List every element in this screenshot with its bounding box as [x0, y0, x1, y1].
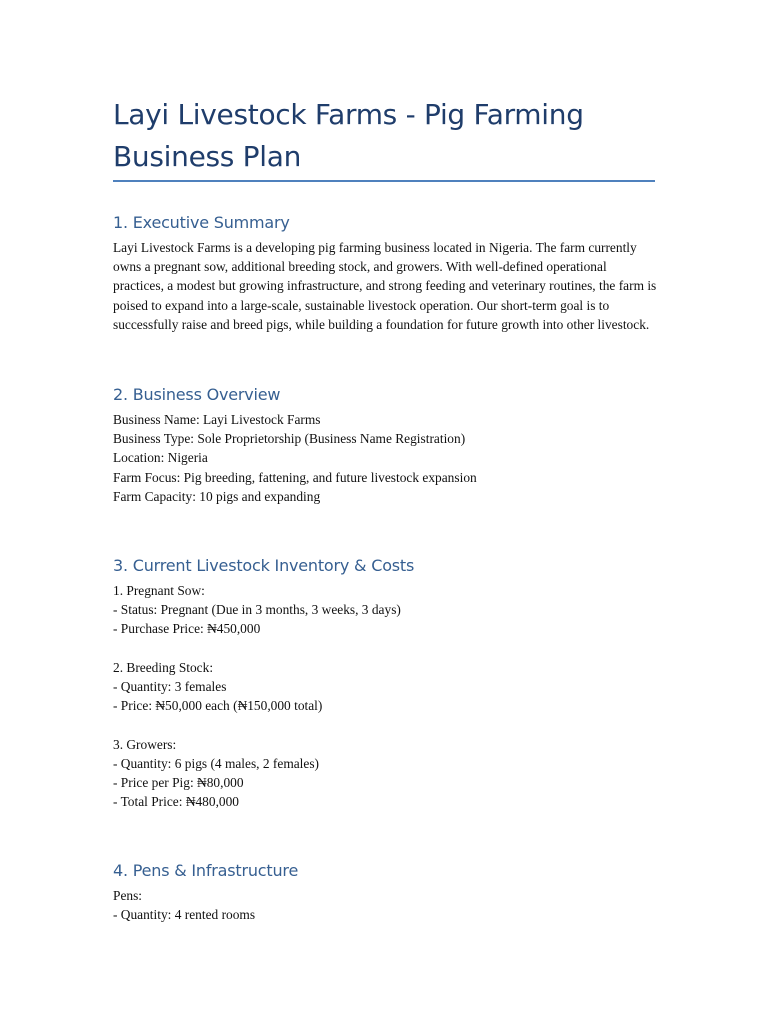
overview-business-type: Business Type: Sole Proprietorship (Business Name Registration) — [113, 431, 466, 447]
inventory-item: - Price per Pig: ₦80,000 — [113, 775, 244, 790]
pens-quantity: - Quantity: 4 rented rooms — [113, 907, 256, 923]
section-heading: 4. Pens & Infrastructure — [113, 861, 299, 880]
title-divider — [113, 180, 655, 182]
overview-farm-focus: Farm Focus: Pig breeding, fattening, and future livestock expansion — [113, 469, 477, 485]
executive-summary-text: Layi Livestock Farms is a developing pig farming business located in Nigeria. The farm currently owns a pregnant sow, additional breeding stock, and growers. With well-defined operational practices, a modest but growing infrastructure, and strong feeding and veterinary routines, the farm is poised to expand into a large-scale, sustainable livestock operation. Our short-term goal is to successfully raise and breed pigs, while building a foundation for future growth into other livestock. — [113, 240, 657, 332]
overview-farm-capacity: Farm Capacity: 10 pigs and expanding — [113, 488, 321, 504]
overview-business-name: Business Name: Layi Livestock Farms — [113, 412, 321, 427]
inventory-item: - Status: Pregnant (Due in 3 months, 3 weeks, 3 days) — [113, 602, 401, 618]
document-title: Layi Livestock Farms - Pig Farming Business Plan — [113, 98, 584, 173]
inventory-group-title: 1. Pregnant Sow: — [113, 583, 205, 598]
inventory-item: - Price: ₦50,000 each (₦150,000 total) — [113, 698, 323, 714]
inventory-group-title: 3. Growers: — [113, 736, 177, 752]
section-heading: 3. Current Livestock Inventory & Costs — [113, 556, 415, 575]
inventory-item: - Purchase Price: ₦450,000 — [113, 621, 261, 637]
overview-location: Location: Nigeria — [113, 450, 208, 466]
section-business-overview — [113, 384, 658, 506]
section-inventory — [113, 555, 658, 811]
section-heading: 1. Executive Summary — [113, 213, 290, 232]
inventory-group-title: 2. Breeding Stock: — [113, 659, 214, 675]
inventory-item: - Quantity: 3 females — [113, 679, 227, 694]
section-executive-summary — [113, 212, 658, 334]
inventory-item: - Total Price: ₦480,000 — [113, 794, 240, 810]
section-pens-infrastructure — [113, 860, 658, 924]
spacer — [113, 715, 658, 734]
spacer — [113, 639, 658, 658]
section-heading: 2. Business Overview — [113, 385, 281, 404]
inventory-item: - Quantity: 6 pigs (4 males, 2 females) — [113, 755, 320, 771]
pens-label: Pens: — [113, 888, 143, 903]
